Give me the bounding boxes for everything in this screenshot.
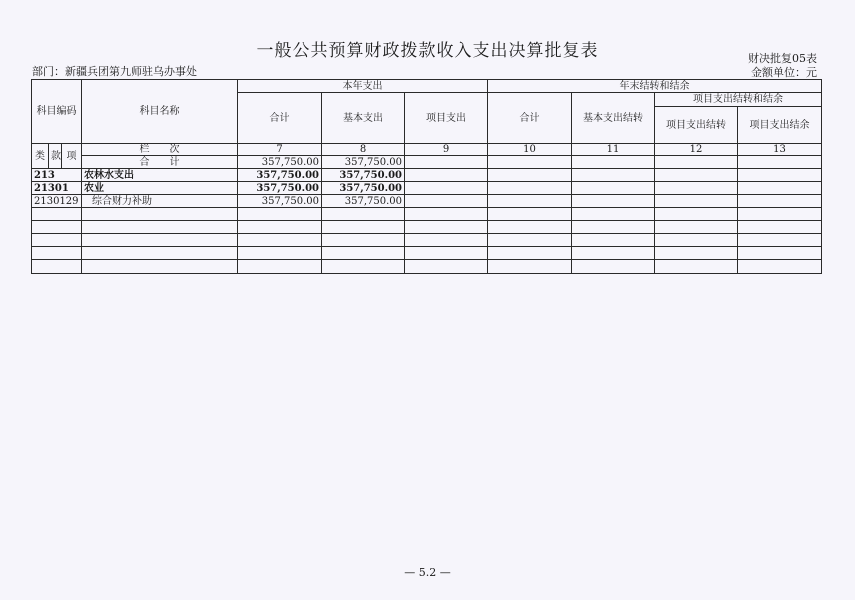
col-num-13: 13 bbox=[738, 144, 822, 156]
row-total: 357,750.00 bbox=[238, 169, 322, 182]
header-subject-name: 科目名称 bbox=[82, 80, 238, 144]
page-number: — 5.2 — bbox=[404, 566, 451, 579]
header-subject-code: 科目编码 bbox=[32, 80, 82, 144]
table-row bbox=[32, 260, 822, 274]
header-project: 项目支出 bbox=[405, 93, 488, 144]
col-num-11: 11 bbox=[572, 144, 655, 156]
table-row bbox=[32, 247, 822, 260]
row-total: 357,750.00 bbox=[238, 195, 322, 208]
page-title: 一般公共预算财政拨款收入支出决算批复表 bbox=[256, 41, 599, 61]
header-project-group: 项目支出结转和结余 bbox=[655, 93, 822, 107]
header-lei: 类 bbox=[32, 144, 49, 169]
row-name: 农林水支出 bbox=[82, 169, 238, 182]
col-num-7: 7 bbox=[238, 144, 322, 156]
header-kuan: 款 bbox=[49, 144, 62, 169]
table-row bbox=[32, 221, 822, 234]
amount-unit: 金额单位：元 bbox=[751, 66, 817, 79]
totals-label: 合 计 bbox=[82, 156, 238, 169]
header-basic: 基本支出 bbox=[322, 93, 405, 144]
table-row bbox=[32, 195, 822, 208]
header-basic-carry: 基本支出结转 bbox=[572, 93, 655, 144]
row-basic: 357,750.00 bbox=[322, 195, 405, 208]
table-row bbox=[32, 208, 822, 221]
col-num-10: 10 bbox=[488, 144, 572, 156]
row-code: 2130129 bbox=[32, 195, 82, 208]
table-row bbox=[32, 182, 822, 195]
col-num-9: 9 bbox=[405, 144, 488, 156]
row-basic: 357,750.00 bbox=[322, 169, 405, 182]
col-num-12: 12 bbox=[655, 144, 738, 156]
row-code: 213 bbox=[32, 169, 82, 182]
header-current-year: 本年支出 bbox=[238, 80, 488, 93]
row-col-label: 栏 次 bbox=[82, 144, 238, 156]
totals-total: 357,750.00 bbox=[238, 156, 322, 169]
table-row bbox=[32, 169, 822, 182]
header-xiang: 项 bbox=[62, 144, 82, 169]
header-project-surplus: 项目支出结余 bbox=[738, 107, 822, 144]
header-total2: 合计 bbox=[488, 93, 572, 144]
row-code: 21301 bbox=[32, 182, 82, 195]
row-total: 357,750.00 bbox=[238, 182, 322, 195]
header-project-carry: 项目支出结转 bbox=[655, 107, 738, 144]
budget-table bbox=[31, 79, 822, 274]
header-total: 合计 bbox=[238, 93, 322, 144]
totals-basic: 357,750.00 bbox=[322, 156, 405, 169]
row-name: 综合财力补助 bbox=[82, 195, 238, 208]
col-num-8: 8 bbox=[322, 144, 405, 156]
row-name: 农业 bbox=[82, 182, 238, 195]
row-basic: 357,750.00 bbox=[322, 182, 405, 195]
department-label: 部门：新疆兵团第九师驻乌办事处 bbox=[32, 65, 197, 78]
form-code: 财决批复05表 bbox=[748, 52, 817, 65]
header-year-end: 年末结转和结余 bbox=[488, 80, 822, 93]
table-row bbox=[32, 234, 822, 247]
